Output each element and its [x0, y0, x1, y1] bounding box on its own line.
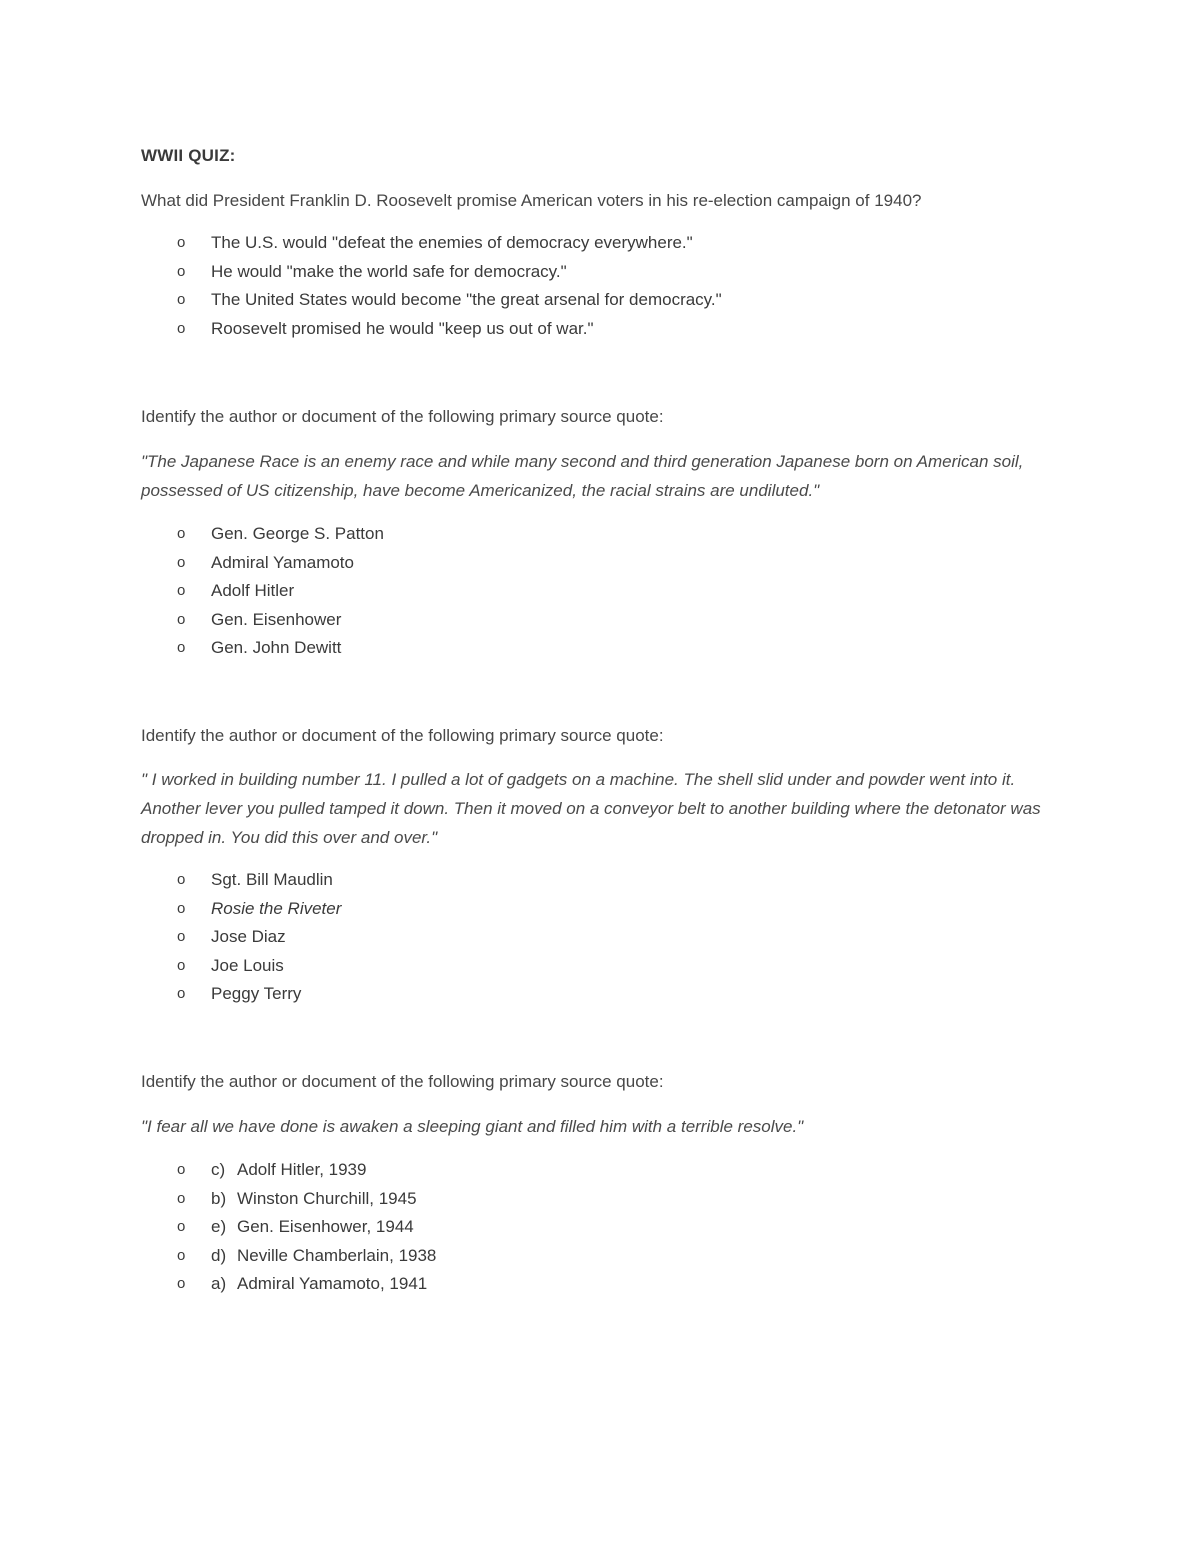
bullet-icon: o	[177, 525, 186, 542]
bullet-icon: o	[177, 234, 186, 251]
option-text: Winston Churchill, 1945	[237, 1188, 417, 1208]
bullet-icon: o	[177, 928, 186, 945]
option-label: Sgt. Bill Maudlin	[211, 870, 333, 889]
option-label	[211, 1185, 417, 1214]
question-2-prompt: Identify the author or document of the following primary source quote:	[141, 407, 664, 426]
option-label: The U.S. would "defeat the enemies of democracy everywhere."	[211, 233, 693, 252]
bullet-icon: o	[177, 1275, 186, 1292]
question-3-quote: " I worked in building number 11. I pulled a lot of gadgets on a machine. The shell slid under and powder went into it. Another lever you pulled tamped it down. Then it moved on a conveyor belt to another building where the detonator was dropped in. You did this over and over."	[141, 770, 1041, 847]
bullet-icon: o	[177, 871, 186, 888]
quiz-title: WWII QUIZ:	[141, 146, 236, 165]
option-label	[211, 1270, 427, 1299]
question-3-prompt: Identify the author or document of the following primary source quote:	[141, 726, 664, 745]
option-text: Admiral Yamamoto, 1941	[237, 1274, 428, 1293]
option-text: Gen. Eisenhower, 1944	[237, 1217, 414, 1236]
option-label: Jose Diaz	[211, 927, 286, 946]
bullet-icon: o	[177, 985, 186, 1002]
bullet-icon: o	[177, 1189, 186, 1207]
option-letter: b)	[211, 1188, 227, 1208]
option-label: The United States would become "the great arsenal for democracy."	[211, 290, 722, 309]
bullet-icon: o	[177, 639, 186, 656]
option-label: Admiral Yamamoto	[211, 552, 354, 572]
bullet-icon: o	[177, 1218, 186, 1235]
option-text: Adolf Hitler, 1939	[237, 1160, 367, 1179]
bullet-icon: o	[177, 319, 186, 337]
option-label: Gen. George S. Patton	[211, 524, 384, 543]
option-label	[211, 1213, 414, 1242]
option-letter: e)	[211, 1217, 227, 1236]
bullet-icon: o	[177, 553, 186, 571]
bullet-icon: o	[177, 291, 186, 308]
option-label: Joe Louis	[211, 955, 284, 975]
question-1-prompt: What did President Franklin D. Roosevelt promise American voters in his re-election campaign of 1940?	[141, 191, 922, 210]
option-text: Neville Chamberlain, 1938	[237, 1245, 437, 1265]
bullet-icon: o	[177, 899, 186, 917]
option-label	[211, 1242, 436, 1271]
question-4-prompt: Identify the author or document of the following primary source quote:	[141, 1072, 664, 1091]
option-label: Gen. John Dewitt	[211, 638, 342, 657]
question-4-quote: "I fear all we have done is awaken a sleeping giant and filled him with a terrible resolve."	[141, 1117, 804, 1136]
option-label: Gen. Eisenhower	[211, 609, 342, 629]
question-2-quote: "The Japanese Race is an enemy race and while many second and third generation Japanese born on American soil, possessed of US citizenship, have become Americanized, the racial strains are undiluted."	[141, 452, 1024, 500]
option-letter: d)	[211, 1245, 227, 1265]
bullet-icon: o	[177, 262, 186, 280]
option-label: Peggy Terry	[211, 984, 302, 1003]
option-letter: c)	[211, 1160, 226, 1179]
bullet-icon: o	[177, 582, 186, 599]
option-label: He would "make the world safe for democracy."	[211, 261, 567, 281]
option-label: Roosevelt promised he would "keep us out of war."	[211, 318, 594, 338]
option-letter: a)	[211, 1274, 227, 1293]
bullet-icon: o	[177, 956, 186, 974]
option-label	[211, 1156, 366, 1185]
bullet-icon: o	[177, 1161, 186, 1178]
bullet-icon: o	[177, 610, 186, 628]
option-label: Adolf Hitler	[211, 581, 295, 600]
option-label: Rosie the Riveter	[211, 898, 342, 918]
bullet-icon: o	[177, 1246, 186, 1264]
